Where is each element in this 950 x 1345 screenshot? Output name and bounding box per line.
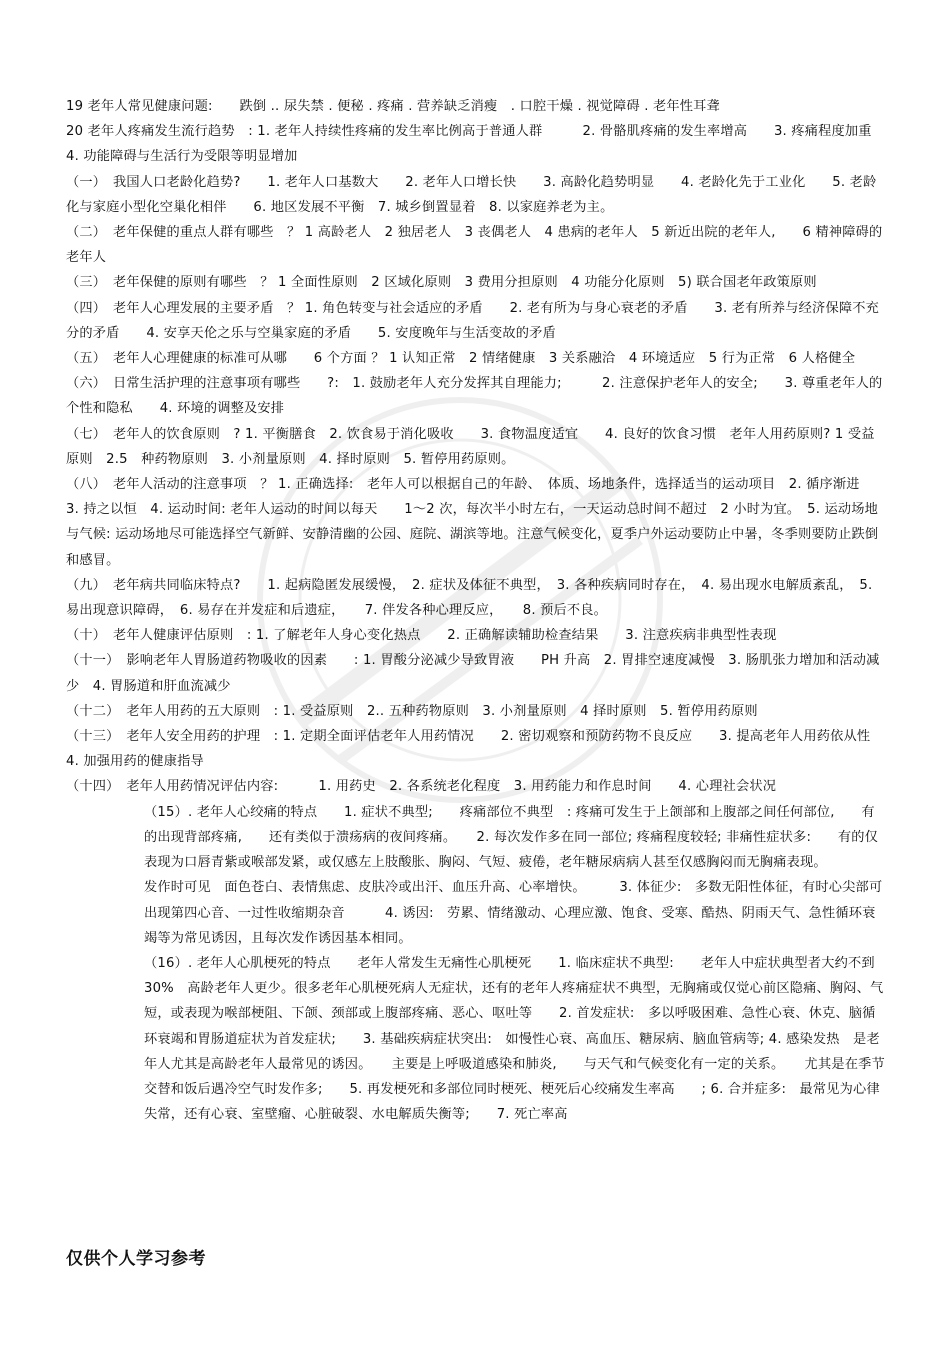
paragraph-10: （十） 老年人健康评估原则 : 1. 了解老年人身心变化热点 2. 正确解读辅助检查结果 3. 注意疾病非典型性表现 (66, 628, 777, 644)
paragraph-3: （三） 老年保健的原则有哪些 ？ 1 全面性原则 2 区域化原则 3 费用分担原则 4 功能分化原则 5) 联合国老年政策原则 (66, 275, 817, 291)
paragraph-4: （四） 老年人心理发展的主要矛盾 ？ 1. 角色转变与社会适应的矛盾 2. 老有所为与身心衰老的矛盾 3. 老有所养与经济保障不充分的矛盾 4. 安享天伦之乐与空巢家庭的矛盾 5. 安度晚年与生活变故的矛盾 (66, 300, 879, 341)
paragraph-2: （二） 老年保健的重点人群有哪些 ？ 1 高龄老人 2 独居老人 3 丧偶老人 4 患病的老年人 5 新近出院的老年人, 6 精神障碍的老年人 (66, 225, 883, 266)
paragraph-5: （五） 老年人心理健康的标准可从哪 6 个方面 ？ 1 认知正常 2 情绪健康 3 关系融洽 4 环境适应 5 行为正常 6 人格健全 (66, 351, 856, 367)
paragraph-9: （九） 老年病共同临床特点? 1. 起病隐匿发展缓慢， 2. 症状及体征不典型， 3. 各种疾病同时存在， 4. 易出现水电解质紊乱， 5. 易出现意识障碍， 6. 易存在并发症和后遗症， 7. 伴发各种心理反应， 8. 预后不良。 (66, 577, 877, 619)
paragraph-8: （八） 老年人活动的注意事项 ？ 1. 正确选择: 老年人可以根据自己的年龄、 体质、场地条件，选择适当的运动项目 2. 循序渐进 3. 持之以恒 4. 运动时间: 老年人运动的时间以每天 1～2 次，每次半小时左右，一天运动总时间不超过 2 小时为宜。 5. 运动场地与气候: 运动场地尽可能选择空气新鲜、安静清幽的公园、庭院、湖滨等地。注意气候变化，夏季户外运动要防止中暑，冬季则要防止跌倒和感冒。 (66, 477, 879, 568)
paragraph-7: （七） 老年人的饮食原则 ? 1. 平衡膳食 2. 饮食易于消化吸收 3. 食物温度适宜 4. 良好的饮食习惯 老年人用药原则? 1 受益原则 2.5 种药物原则 3. 小剂量原则 4. 择时原则 5. 暂停用药原则。 (66, 426, 875, 467)
paragraph-11: （十一） 影响老年人胃肠道药物吸收的因素 : 1. 胃酸分泌减少导致胃液 PH 升高 2. 胃排空速度减慢 3. 肠肌张力增加和活动减少 4. 胃肠道和肝血流减少 (66, 653, 880, 694)
paragraph-6: （六） 日常生活护理的注意事项有哪些 ?: 1. 鼓励老年人充分发挥其自理能力; 2. 注意保护老年人的安全; 3. 尊重老年人的个性和隐私 4. 环境的调整及安排 (66, 376, 883, 417)
footer-note: 仅供个人学习参考 (66, 1249, 206, 1269)
paragraph-19: 19 老年人常见健康问题: 跌倒 .. 尿失禁 . 便秘 . 疼痛 . 营养缺乏消瘦 . 口腔干燥 . 视觉障碍 . 老年性耳聋 (66, 99, 720, 114)
paragraph-13: （十三） 老年人安全用药的护理 : 1. 定期全面评估老年人用药情况 2. 密切观察和预防药物不良反应 3. 提高老年人用药依从性 4. 加强用药的健康指导 (66, 729, 884, 770)
paragraph-12: （十二） 老年人用药的五大原则 : 1. 受益原则 2.. 五种药物原则 3. 小剂量原则 4 择时原则 5. 暂停用药原则 (66, 703, 758, 719)
paragraph-15: （15）. 老年人心绞痛的特点 1. 症状不典型; 疼痛部位不典型 : 疼痛可发生于上颌部和上腹部之间任何部位, 有的出现背部疼痛, 还有类似于溃疡病的夜间疼痛。 2. 每次发作多在同一部位; 疼痛程度较轻; 非痛性症状多: 有的仅表现为口唇青紫或喉部发紧，或仅感左上肢酸胀、胸闷、气短、疲倦，老年糖尿病病人甚至仅感胸闷而无胸痛表现。 发作时可见 面色苍白、表情焦虑、皮肤冷或出汗、血压升高、心率增快。 3. 体征少: 多数无阳性体征，有时心尖部可出现第四心音、一过性收缩期杂音 4. 诱因: 劳累、情绪激动、心理应激、饱食、受寒、酷热、阴雨天气、急性循环衰竭等为常见诱因，且每次发作诱因基本相同。 (144, 804, 883, 946)
paragraph-14: （十四） 老年人用药情况评估内容: 1. 用药史 2. 各系统老化程度 3. 用药能力和作息时间 4. 心理社会状况 (66, 779, 777, 795)
paragraph-20: 20 老年人疼痛发生流行趋势 : 1. 老年人持续性疼痛的发生率比例高于普通人群 2. 骨骼肌疼痛的发生率增高 3. 疼痛程度加重 4. 功能障碍与生活行为受限等明显增加 (66, 124, 886, 165)
paragraph-16: （16）. 老年人心肌梗死的特点 老年人常发生无痛性心肌梗死 1. 临床症状不典型: 老年人中症状典型者大约不到 30% 高龄老年人更少。很多老年心肌梗死病人无症状，还有的老年人疼痛症状不典型，无胸痛或仅觉心前区隐痛、胸闷、气短，或表现为喉部梗阻、下颌、颈部或上腹部疼痛、恶心、呕吐等 2. 首发症状: 多以呼吸困难、急性心衰、休克、脑循环衰竭和胃肠道症状为首发症状; 3. 基础疾病症状突出: 如慢性心衰、高血压、糖尿病、脑血管病等; 4. 感染发热 是老年人尤其是高龄老年人最常见的诱因。 主要是上呼吸道感染和肺炎, 与天气和气候变化有一定的关系。 尤其是在季节交替和饭后遇冷空气时发作多; 5. 再发梗死和多部位同时梗死、梗死后心绞痛发生率高 ; 6. 合并症多: 最常见为心律失常，还有心衰、室壁瘤、心脏破裂、水电解质失衡等; 7. 死亡率高 (144, 955, 889, 1123)
paragraph-1: （一） 我国人口老龄化趋势? 1. 老年人口基数大 2. 老年人口增长快 3. 高龄化趋势明显 4. 老龄化先于工业化 5. 老龄化与家庭小型化空巢化相伴 6. 地区发展不平衡 7. 城乡倒置显着 8. 以家庭养老为主。 (66, 174, 877, 215)
document-body (66, 94, 889, 1127)
